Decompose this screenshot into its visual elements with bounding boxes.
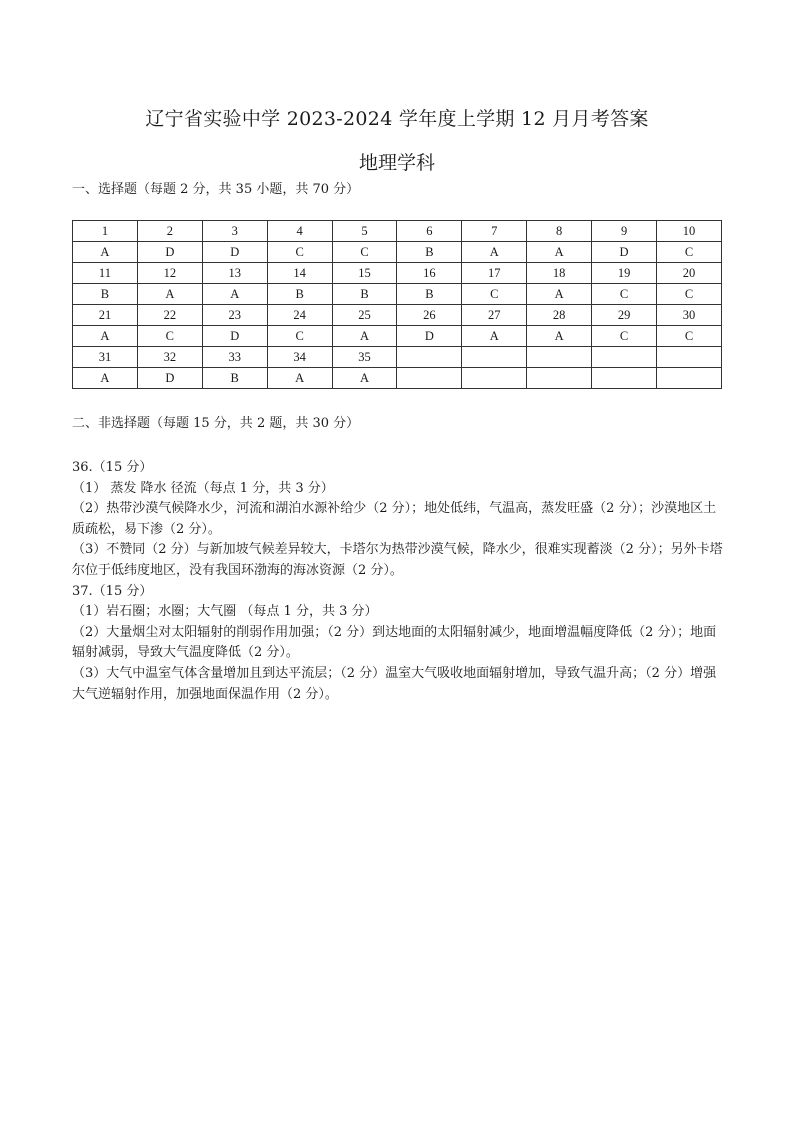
- answer-cell: D: [592, 242, 657, 263]
- question-number-row: [73, 347, 722, 368]
- question-number-cell: 28: [527, 305, 592, 326]
- answer-cell: A: [527, 326, 592, 347]
- answer-cell: D: [202, 242, 267, 263]
- answer-row: [73, 326, 722, 347]
- answer-cell: [657, 368, 722, 389]
- question-number-cell: 10: [657, 221, 722, 242]
- question-number-cell: 27: [462, 305, 527, 326]
- answer-cell: B: [332, 284, 397, 305]
- question-number-cell: 14: [267, 263, 332, 284]
- question-number-cell: 15: [332, 263, 397, 284]
- answer-cell: A: [462, 242, 527, 263]
- answer-row: [73, 242, 722, 263]
- question-number-cell: 31: [73, 347, 138, 368]
- question-number-cell: 7: [462, 221, 527, 242]
- answer-cell: C: [267, 326, 332, 347]
- answer-line: （1）岩石圈；水圈；大气圈 （每点 1 分，共 3 分）: [72, 604, 378, 620]
- question-number-cell: [657, 347, 722, 368]
- answer-cell: C: [137, 326, 202, 347]
- question-number-cell: 30: [657, 305, 722, 326]
- answer-row: [73, 368, 722, 389]
- question-number-cell: 21: [73, 305, 138, 326]
- answer-cell: [462, 368, 527, 389]
- question-number-cell: 35: [332, 347, 397, 368]
- answer-cell: [527, 368, 592, 389]
- question-number-cell: [462, 347, 527, 368]
- question-number-cell: [592, 347, 657, 368]
- question-number-cell: 23: [202, 305, 267, 326]
- question-number-cell: 34: [267, 347, 332, 368]
- answer-line: 37.（15 分）: [72, 583, 153, 599]
- question-number-cell: [397, 347, 462, 368]
- answer-cell: C: [657, 284, 722, 305]
- question-number-cell: 20: [657, 263, 722, 284]
- answer-cell: C: [592, 326, 657, 347]
- answer-cell: A: [137, 284, 202, 305]
- question-number-cell: 17: [462, 263, 527, 284]
- question-number-cell: 8: [527, 221, 592, 242]
- answer-cell: B: [397, 242, 462, 263]
- answer-cell: C: [657, 242, 722, 263]
- question-number-cell: 11: [73, 263, 138, 284]
- question-number-cell: 12: [137, 263, 202, 284]
- free-response-answers: [72, 458, 728, 705]
- question-number-cell: 4: [267, 221, 332, 242]
- section-choice-heading: 一、选择题（每题 2 分，共 35 小题，共 70 分）: [72, 182, 360, 197]
- question-number-cell: 29: [592, 305, 657, 326]
- question-number-cell: 32: [137, 347, 202, 368]
- answer-cell: A: [332, 326, 397, 347]
- answer-line: （3）大气中温室气体含量增加且到达平流层；（2 分）温室大气吸收地面辐射增加，导致气温升高；（2 分）增强大气逆辐射作用，加强地面保温作用（2 分）。: [72, 665, 717, 702]
- answer-cell: C: [462, 284, 527, 305]
- answer-cell: C: [657, 326, 722, 347]
- answer-cell: B: [202, 368, 267, 389]
- question-number-cell: 25: [332, 305, 397, 326]
- answer-line: （2）热带沙漠气候降水少，河流和湖泊水源补给少（2 分）；地处低纬，气温高，蒸发旺盛（2 分）；沙漠地区土质疏松，易下渗（2 分）。: [72, 501, 717, 537]
- question-number-cell: 1: [73, 221, 138, 242]
- subject-title: 地理学科: [358, 152, 435, 174]
- page-title: 辽宁省实验中学 2023-2024 学年度上学期 12 月月考答案: [145, 108, 649, 130]
- answer-cell: A: [73, 368, 138, 389]
- question-number-row: [73, 221, 722, 242]
- answer-line: （2）大量烟尘对太阳辐射的削弱作用加强；（2 分）到达地面的太阳辐射减少，地面增温幅度降低（2 分）；地面辐射减弱，导致大气温度降低（2 分）。: [72, 624, 717, 661]
- answer-cell: A: [332, 368, 397, 389]
- answer-cell: C: [332, 242, 397, 263]
- answer-line: （3）不赞同（2 分）与新加坡气候差异较大，卡塔尔为热带沙漠气候，降水少，很难实现蓄淡（2 分）；另外卡塔尔位于低纬度地区，没有我国环渤海的海冰资源（2 分）。: [72, 542, 723, 578]
- choice-answer-table: [72, 220, 722, 389]
- answer-cell: B: [73, 284, 138, 305]
- answer-cell: B: [267, 284, 332, 305]
- answer-cell: A: [462, 326, 527, 347]
- question-number-cell: [527, 347, 592, 368]
- answer-cell: B: [397, 284, 462, 305]
- question-number-row: [73, 263, 722, 284]
- answer-cell: [592, 368, 657, 389]
- question-number-cell: 2: [137, 221, 202, 242]
- answer-cell: A: [73, 326, 138, 347]
- question-number-cell: 18: [527, 263, 592, 284]
- answer-cell: [397, 368, 462, 389]
- question-number-cell: 9: [592, 221, 657, 242]
- question-number-cell: 33: [202, 347, 267, 368]
- answer-cell: A: [527, 284, 592, 305]
- section-free-response-heading: 二、非选择题（每题 15 分，共 2 题，共 30 分）: [72, 416, 360, 431]
- question-number-cell: 6: [397, 221, 462, 242]
- answer-cell: A: [73, 242, 138, 263]
- answer-cell: A: [527, 242, 592, 263]
- answer-line: （1） 蒸发 降水 径流（每点 1 分，共 3 分）: [72, 480, 334, 496]
- answer-cell: A: [202, 284, 267, 305]
- question-number-cell: 5: [332, 221, 397, 242]
- answer-cell: C: [592, 284, 657, 305]
- answer-cell: D: [397, 326, 462, 347]
- question-number-cell: 26: [397, 305, 462, 326]
- question-number-cell: 19: [592, 263, 657, 284]
- answer-cell: D: [202, 326, 267, 347]
- answer-cell: D: [137, 368, 202, 389]
- answer-cell: A: [267, 368, 332, 389]
- answer-cell: D: [137, 242, 202, 263]
- question-number-cell: 13: [202, 263, 267, 284]
- question-number-cell: 24: [267, 305, 332, 326]
- question-number-cell: 16: [397, 263, 462, 284]
- answer-cell: C: [267, 242, 332, 263]
- question-number-cell: 3: [202, 221, 267, 242]
- answer-line: 36.（15 分）: [72, 460, 153, 475]
- question-number-row: [73, 305, 722, 326]
- answer-row: [73, 284, 722, 305]
- question-number-cell: 22: [137, 305, 202, 326]
